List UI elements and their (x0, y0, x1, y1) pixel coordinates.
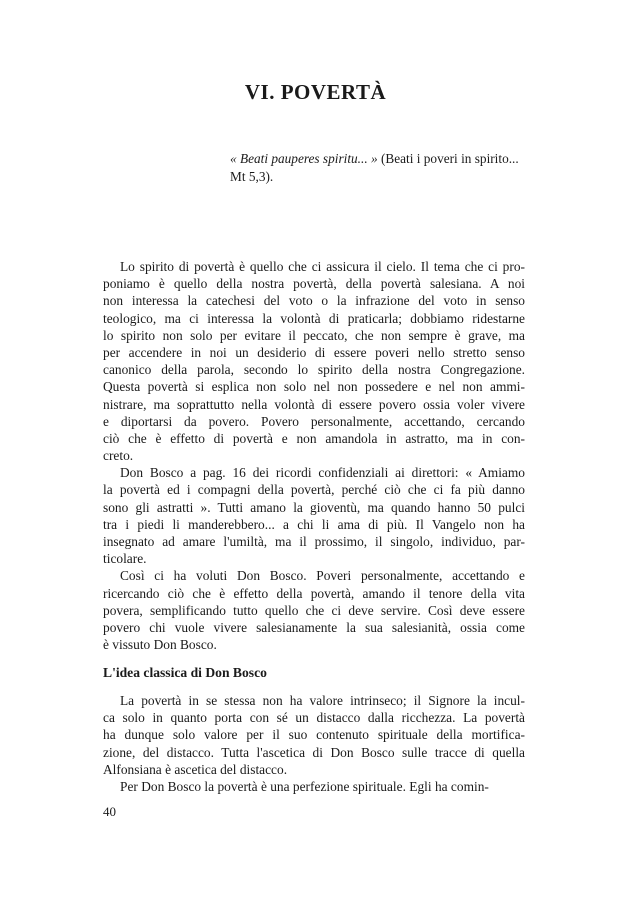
text-line: ca solo in quanto porta con sé un distacco dalla ricchezza. La povertà (103, 710, 525, 726)
text-line: e diportarsi da povero. Povero personalmente, accettando, cercando (103, 413, 525, 429)
text-line: Alfonsiana è ascetica del distacco. (103, 761, 288, 777)
text-line: Don Bosco a pag. 16 dei ricordi confidenziali ai direttori: « Amiamo (120, 465, 525, 481)
text-line: sono gli astratti ». Tutti amano la gioventù, ma quando hanno 50 pulci (103, 499, 525, 515)
text-line: ciò che è effetto di povertà e non amandola in astratto, ma in con- (103, 430, 525, 446)
epigraph-translation: (Beati i poveri in spirito... (377, 151, 519, 166)
text-line: Questa povertà si esplica non solo nel non possedere e nel non ammi- (103, 379, 525, 395)
section-body-2 (103, 692, 525, 795)
text-line: ticolare. (103, 551, 147, 567)
text-line: per accendere in noi un desiderio di essere poveri nello stretto senso (103, 344, 525, 360)
text-line: povero chi vuole vivere salesianamente la sua salesianità, ossia come (103, 619, 525, 635)
text-line: povera, semplificando tutto quello che ci deve servire. Così deve essere (103, 602, 525, 618)
text-line: è vissuto Don Bosco. (103, 637, 217, 653)
text-line: Per Don Bosco la povertà è una perfezione spirituale. Egli ha comin- (120, 778, 489, 794)
epigraph-reference: Mt 5,3). (230, 168, 274, 184)
text-line: ha dunque solo valore per il suo contenuto spirituale della mortifica- (103, 727, 525, 743)
chapter-title: VI. POVERTÀ (244, 80, 387, 104)
section-heading: L'idea classica di Don Bosco (103, 665, 267, 680)
text-line: Così ci ha voluti Don Bosco. Poveri personalmente, accettando e (120, 568, 525, 584)
text-line: lo spirito non solo per evitare il peccato, che non sempre è grave, ma (103, 327, 525, 343)
text-line: insegnato ad amare l'umiltà, ma il prossimo, il singolo, individuo, par- (103, 534, 525, 549)
text-line: la povertà ed i compagni della povertà, perché ciò che ci fa più danno (103, 482, 525, 498)
text-line: ricercando ciò che è effetto della povertà, amando il tenore della vita (103, 585, 525, 601)
epigraph-latin: « Beati pauperes spiritu... » (230, 151, 378, 166)
text-line: Lo spirito di povertà è quello che ci assicura il cielo. Il tema che ci pro- (120, 259, 525, 274)
text-line: canonico della parola, secondo lo spirito della nostra Congregazione. (103, 362, 525, 378)
text-line: teologico, ma ci interessa la volontà di praticarla; dobbiamo ridestarne (103, 310, 525, 326)
text-line: La povertà in se stessa non ha valore intrinseco; il Signore la incul- (120, 693, 525, 708)
text-line: zione, del distacco. Tutta l'ascetica di Don Bosco sulle tracce di quella (103, 744, 525, 760)
section-body-1 (103, 258, 525, 653)
epigraph (230, 150, 560, 185)
text-line: nistrare, ma soprattutto nella volontà di essere povero ossia voler vivere (103, 396, 525, 412)
page-number: 40 (103, 804, 116, 819)
text-line: creto. (103, 448, 134, 464)
text-line: tra i piedi li manderebbero... a chi li ama di più. Il Vangelo non ha (103, 516, 525, 532)
text-line: poniamo è quello della nostra povertà, della povertà salesiana. A noi (103, 276, 525, 292)
text-line: non interessa la catechesi del voto o la infrazione del voto in senso (103, 293, 525, 309)
